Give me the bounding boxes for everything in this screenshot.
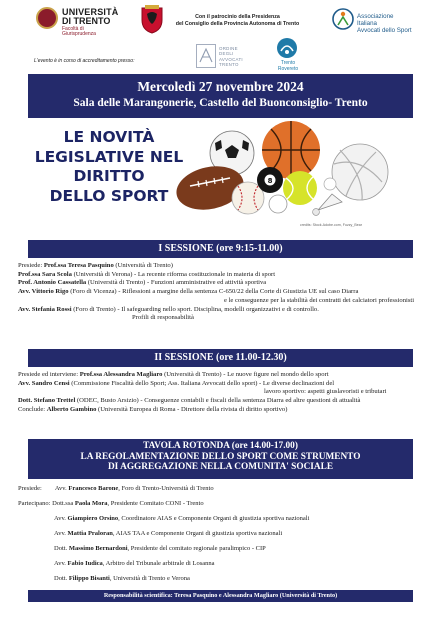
session1-talk-continuation: e le conseguenze per la stabilità dei contratti dei calciatori professionisti <box>224 296 415 304</box>
session1-chair: Presiede: Prof.ssa Teresa Pasquino (Università di Trento) <box>18 262 173 269</box>
ordine-avvocati-logo-icon <box>196 44 216 68</box>
round-table-participant: Avv. Mattia Praloran, AIAS TAA e Componente Organi di giustizia sportiva nazionali <box>54 529 283 537</box>
unitn-line3: Facoltà di <box>62 26 84 32</box>
scientific-responsibility-footer: Responsabilità scientifica: Teresa Pasquino e Alessandra Magliaro (Università di Trento) <box>28 590 413 602</box>
session1-talk: Prof.ssa Sara Scola (Università di Verona) - La recente riforma costituzionale in materia di sport <box>18 270 276 278</box>
ordine-line3: AVVOCATI <box>219 56 243 62</box>
session2-talk-continuation: lavoro sportivo: aspetti giuslavoristi e tributari <box>264 388 387 396</box>
session2-talk: Dott. Stefano Trettel (ODEC, Busto Arsizio) - Conseguenze contabili e fiscali della sentenza Diarra ed altre questioni di attualità <box>18 397 361 405</box>
aias-logo-text <box>357 13 437 34</box>
round-table-heading <box>28 439 413 479</box>
svg-text:8: 8 <box>267 177 273 185</box>
sports-balls-illustration <box>160 116 392 220</box>
trento-rovereto-logo-icon <box>276 37 298 59</box>
round-table-line2: LA REGOLAMENTAZIONE DELLO SPORT COME STRUMENTO <box>80 451 361 462</box>
aias-line2: Italiana <box>357 20 377 28</box>
unitn-line1: UNIVERSITÀ <box>62 7 119 17</box>
image-credits: credits: Stock.Adobe.com, Fuzzy_Bear <box>300 223 362 227</box>
event-date-band <box>28 74 413 118</box>
aias-line1: Associazione <box>357 13 394 20</box>
ordine-avvocati-text <box>219 46 259 67</box>
title-line2: LEGISLATIVE NEL <box>34 147 184 166</box>
golf-ball-icon <box>269 195 287 213</box>
ordine-line2: DEGLI <box>219 51 234 57</box>
round-table-participant: Dott. Massimo Bernardoni, Presidente del comitato regionale paralimpico - CIP <box>54 544 266 552</box>
ping-pong-ball-icon <box>324 178 336 190</box>
session1-talk: Prof. Antonio Cassatella (Università di Trento) - Funzioni amministrative ed attività sportiva <box>18 279 267 287</box>
unitn-seal-icon <box>36 7 58 29</box>
ordine-line1: ORDINE <box>219 46 238 51</box>
session2-conclusion: Conclude: Alberto Gambino (Università Europea di Roma - Direttore della rivista di diritto sportivo) <box>18 405 288 413</box>
session1-talk: Avv. Vittorio Rigo (Foro di Vicenza) - Riflessioni a margine della sentenza C-650/22 della Corte di Giustizia UE sul caso Diarra <box>18 288 359 296</box>
round-table-line1: TAVOLA ROTONDA (ore 14.00-17.00) <box>143 441 298 451</box>
session2-program <box>18 371 428 415</box>
title-line1: LE NOVITÀ <box>63 128 155 146</box>
round-table-participant: Avv. Giampiero Orsino, Coordinatore AIAS e Componente Organi di giustizia sportiva nazionali <box>54 514 310 522</box>
patronage-text <box>160 14 315 27</box>
round-table-chair: Presiede: Avv. Francesco Barone, Foro di Trento-Università di Trento <box>18 485 214 492</box>
round-table-line3: DI AGGREGAZIONE NELLA COMUNITA' SOCIALE <box>107 462 334 473</box>
trento-line2: Rovereto <box>277 65 299 72</box>
session1-heading: I SESSIONE (ore 9:15-11.00) <box>28 240 413 258</box>
title-line4: DELLO SPORT <box>49 186 169 205</box>
round-table-participant: Dott. Filippo Bisanti, Università di Trento e Verona <box>54 574 190 582</box>
tennis-ball-icon <box>283 171 317 205</box>
event-venue: Sala delle Marangonerie, Castello del Buonconsiglio- Trento <box>73 97 368 109</box>
shuttlecock-icon <box>313 194 342 215</box>
session1-talk: Avv. Stefania Rossi (Foro di Trento) - Il safeguarding nello sport. Disciplina, modelli organizzativi e di controllo. <box>18 305 319 313</box>
title-line3: DIRITTO <box>73 167 145 186</box>
volleyball-icon <box>332 144 388 200</box>
session2-talk: Avv. Sandro Censi (Commissione Fiscalità dello Sport; Ass. Italiana Avvocati dello sport) - Le diverse declinazioni del <box>18 379 335 387</box>
unitn-logo <box>62 8 132 37</box>
unitn-line4: Giurisprudenza <box>62 31 96 37</box>
aias-logo-icon <box>332 8 354 30</box>
ordine-line4: TRENTO <box>219 61 239 67</box>
accreditation-note: L'evento è in corso di accreditamento presso: <box>34 58 135 64</box>
patronage-line1: Con il patrocinio della Presidenza <box>195 14 280 20</box>
round-table-participant: Avv. Fabio Iudica, Arbitro del Tribunale arbitrale di Losanna <box>54 559 215 567</box>
trento-rovereto-text <box>268 61 308 72</box>
round-table-participant: Partecipano: Dott.ssa Paola Mora, Presidente Comitato CONI - Trento <box>18 499 204 507</box>
event-date: Mercoledì 27 novembre 2024 <box>137 79 304 94</box>
session2-chair: Presiede ed interviene: Prof.ssa Alessandra Magliaro (Università di Trento) - Le nuove figure nel mondo dello sport <box>18 371 329 378</box>
trento-line1: Trento <box>280 60 296 66</box>
round-table-program <box>18 485 428 590</box>
aias-line3: Avvocati dello Sport <box>357 27 412 35</box>
session1-talk-continuation: Profili di responsabilità <box>132 314 194 322</box>
billiard-ball-icon <box>257 167 283 193</box>
patronage-line2: del Consiglio della Provincia Autonoma di Trento <box>175 20 300 27</box>
session2-heading: II SESSIONE (ore 11.00-12.30) <box>28 349 413 367</box>
session1-program <box>18 262 428 323</box>
unitn-line2: DI TRENTO <box>62 16 111 26</box>
